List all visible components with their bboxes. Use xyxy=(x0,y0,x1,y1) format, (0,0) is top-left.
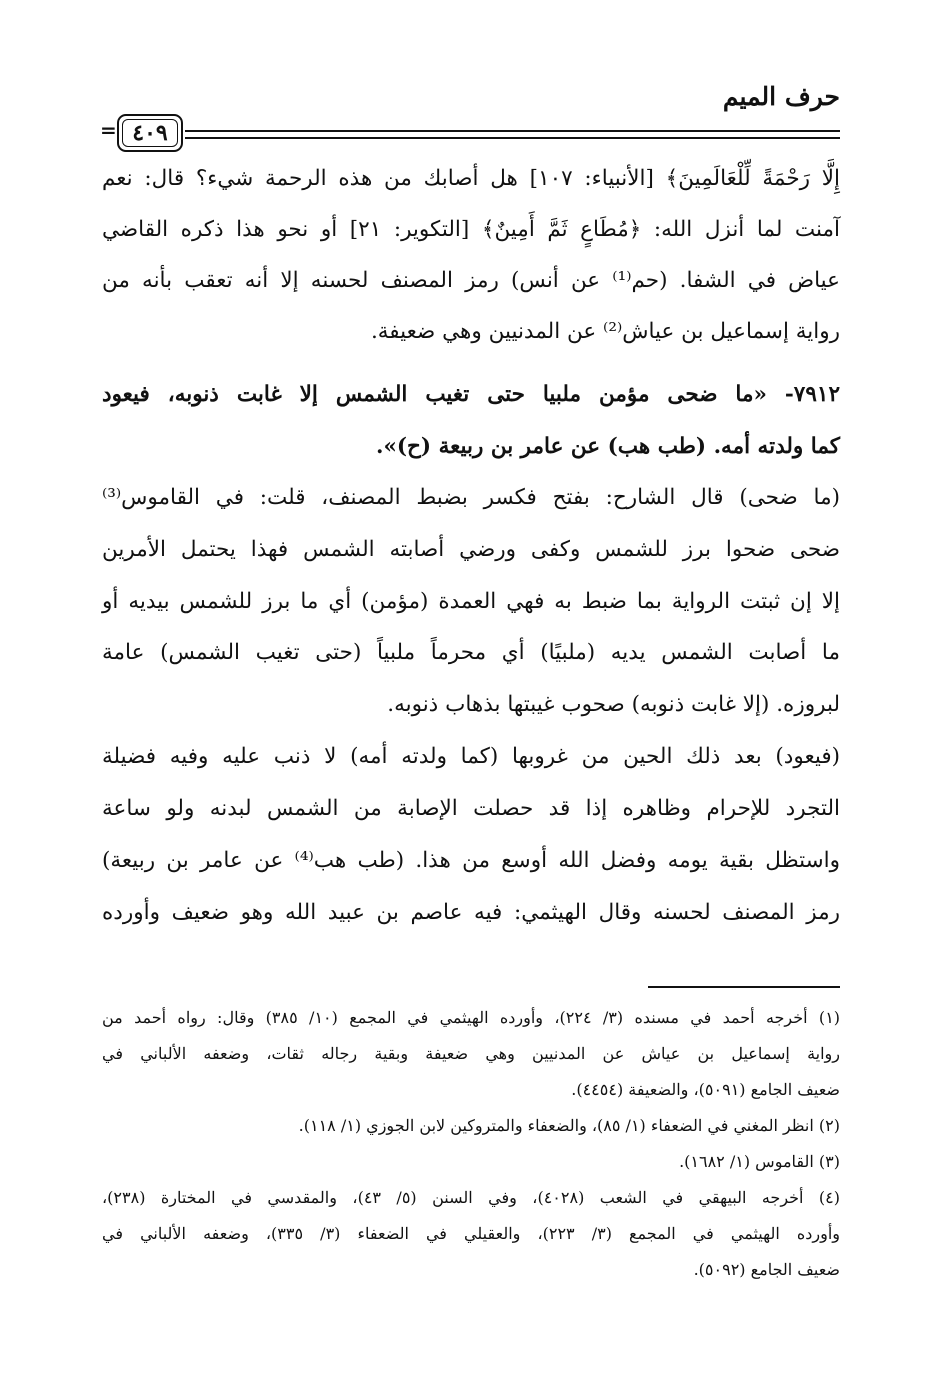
text-line: آمنت لما أنزل الله: ﴿مُطَاعٍ ثَمَّ أَمِينٌ﴾ [التكوير: ٢١] أو نحو هذا ذكره القاضي xyxy=(102,217,841,242)
footnote-separator xyxy=(648,986,840,988)
hadith-line: ٧٩١٢- «ما ضحى مؤمن ملبيا حتى تغيب الشمس إلا غابت ذنوبه، فيعود xyxy=(102,382,840,407)
text-line: واستظل بقية يومه وفضل الله أوسع من هذا. (طب هب⁽⁴⁾ عن عامر بن ربيعة) xyxy=(102,848,840,873)
footnote-line: (٤) أخرجه البيهقي في الشعب (٤٠٢٨)، وفي السنن (٥/ ٤٣)، والمقدسي في المختارة (٢٣٨)، xyxy=(102,1188,841,1207)
text-line: رواية إسماعيل بن عياش⁽²⁾ عن المدنيين وهي ضعيفة. xyxy=(370,319,840,344)
text-line: لبروزه. (إلا غابت ذنوبه) صحوب غيبتها بذهاب ذنوبه. xyxy=(387,692,840,717)
text-line: ضحى ضحوا برز للشمس وكفى ورضي أصابته الشمس فهذا يحتمل الأمرين xyxy=(102,537,840,562)
header-rule xyxy=(185,137,840,139)
hadith-line: كما ولدته أمه. (طب هب) عن عامر بن ربيعة (ح)». xyxy=(375,434,840,459)
text-line: عياض في الشفا. (حم⁽¹⁾ عن أنس) رمز المصنف لحسنه إلا أنه تعقب بأنه من xyxy=(102,268,841,293)
text-line: إِلَّا رَحْمَةً لِّلْعَالَمِينَ﴾ [الأنبياء: ١٠٧] هل أصابك من هذه الرحمة شيء؟ قال: نعم xyxy=(102,166,840,191)
header-rule xyxy=(185,130,840,132)
footnote-line: (١) أخرجه أحمد في مسنده (٣/ ٢٢٤)، وأورده الهيثمي في المجمع (١٠/ ٣٨٥) وقال: رواه أحمد من xyxy=(102,1008,841,1027)
text-line: (ما ضحى) قال الشارح: بفتح فكسر بضبط المصنف، قلت: في القاموس⁽³⁾ xyxy=(102,485,840,510)
page-number-frame xyxy=(117,114,183,152)
text-line: إلا إن ثبتت الرواية بما ضبط به فهي العمدة (مؤمن) أي ما برز للشمس بيديه أو xyxy=(102,589,840,614)
header-edge-mark: = xyxy=(100,118,117,142)
text-line: رمز المصنف لحسنه وقال الهيثمي: فيه عاصم بن عبيد الله وهو ضعيف وأورده xyxy=(102,900,840,925)
footnote-line: رواية إسماعيل بن عياش عن المدنيين وهي ضعيفة وبقية رجاله ثقات، وضعفه الألباني في xyxy=(102,1044,840,1063)
chapter-title: حرف الميم xyxy=(722,82,840,111)
footnote-line: (٢) انظر المغني في الضعفاء (١/ ٨٥)، والضعفاء والمتروكين لابن الجوزي (١/ ١١٨). xyxy=(298,1116,840,1135)
text-line: التجرد للإحرام وظاهره إذا قد حصلت الإصابة من الشمس لبدنه ولو ساعة xyxy=(102,796,840,821)
footnote-line: (٣) القاموس (١/ ١٦٨٢). xyxy=(679,1152,840,1171)
footnote-line: وأورده الهيثمي في المجمع (٣/ ٢٢٣)، والعقيلي في الضعفاء (٣/ ٣٣٥)، وضعفه الألباني في xyxy=(102,1224,841,1243)
footnote-line: ضعيف الجامع (٥٠٩١)، والضعيفة (٤٤٥٤). xyxy=(571,1080,840,1099)
footnote-line: ضعيف الجامع (٥٠٩٢). xyxy=(693,1260,840,1279)
text-line: (فيعود) بعد ذلك الحين من غروبها (كما ولدته أمه) لا ذنب عليه وفيه فضيلة xyxy=(102,744,840,769)
text-line: ما أصابت الشمس يديه (ملبيًا) أي محرماً ملبياً (حتى تغيب الشمس) عامة xyxy=(102,640,840,665)
page-number: ٤٠٩ xyxy=(132,120,168,146)
